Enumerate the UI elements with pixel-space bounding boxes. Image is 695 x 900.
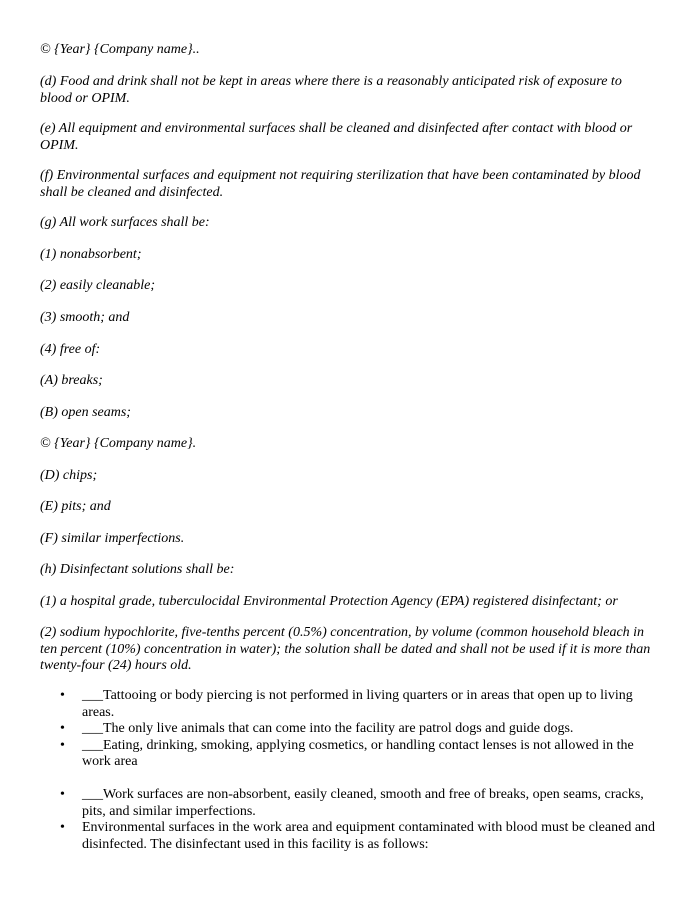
- item-h2-sodium-hypochlorite: (2) sodium hypochlorite, five-tenths percent (0.5%) concentration, by volume (common household bleach in ten percent (10%) concentration in water); the solution shall be dated and shall not be used if it is more than twenty-four (24) hours old.: [40, 625, 651, 673]
- item-f-imperfections: (F) similar imperfections.: [40, 531, 185, 546]
- checklist-item: • ___Tattooing or body piercing is not performed in living quarters or in areas that open up to living areas.: [60, 688, 633, 720]
- copyright-line: © {Year} {Company name}..: [40, 42, 200, 57]
- item-b-open-seams: (B) open seams;: [40, 405, 131, 420]
- paragraph-g: (g) All work surfaces shall be:: [40, 215, 210, 230]
- item-e-pits: (E) pits; and: [40, 499, 111, 514]
- bullet-icon: •: [60, 721, 65, 736]
- bullet-icon: •: [60, 688, 65, 703]
- paragraph-e: (e) All equipment and environmental surfaces shall be cleaned and disinfected after contact with blood or OPIM.: [40, 121, 633, 153]
- item-3-smooth: (3) smooth; and: [40, 310, 130, 325]
- paragraph-d: (d) Food and drink shall not be kept in areas where there is a reasonably anticipated risk of exposure to blood or OPIM.: [40, 74, 622, 106]
- item-4-free-of: (4) free of:: [40, 342, 101, 357]
- paragraph-f: (f) Environmental surfaces and equipment not requiring sterilization that have been contaminated by blood shall be cleaned and disinfected.: [40, 168, 641, 200]
- item-d-chips: (D) chips;: [40, 468, 98, 483]
- item-2-cleanable: (2) easily cleanable;: [40, 278, 156, 293]
- paragraph-h: (h) Disinfectant solutions shall be:: [40, 562, 235, 577]
- item-1-nonabsorbent: (1) nonabsorbent;: [40, 247, 142, 262]
- item-a-breaks: (A) breaks;: [40, 373, 103, 388]
- checklist-item: • ___Work surfaces are non-absorbent, easily cleaned, smooth and free of breaks, open seams, cracks, pits, and similar imperfections.: [60, 787, 644, 819]
- checklist: [40, 688, 665, 853]
- copyright-line-2: © {Year} {Company name}.: [40, 436, 197, 451]
- checklist-item: • ___Eating, drinking, smoking, applying cosmetics, or handling contact lenses is not allowed in the work area: [60, 737, 634, 769]
- spacer: [40, 771, 665, 788]
- checklist-item: • Environmental surfaces in the work area and equipment contaminated with blood must be cleaned and disinfected. The disinfectant used in this facility is as follows:: [60, 820, 656, 852]
- bullet-icon: •: [60, 737, 65, 753]
- checklist-item: • ___The only live animals that can come into the facility are patrol dogs and guide dogs.: [60, 721, 574, 736]
- bullet-icon: •: [60, 787, 65, 802]
- bullet-icon: •: [60, 820, 65, 835]
- item-h1-epa-disinfectant: (1) a hospital grade, tuberculocidal Environmental Protection Agency (EPA) registered disinfectant; or: [40, 594, 618, 609]
